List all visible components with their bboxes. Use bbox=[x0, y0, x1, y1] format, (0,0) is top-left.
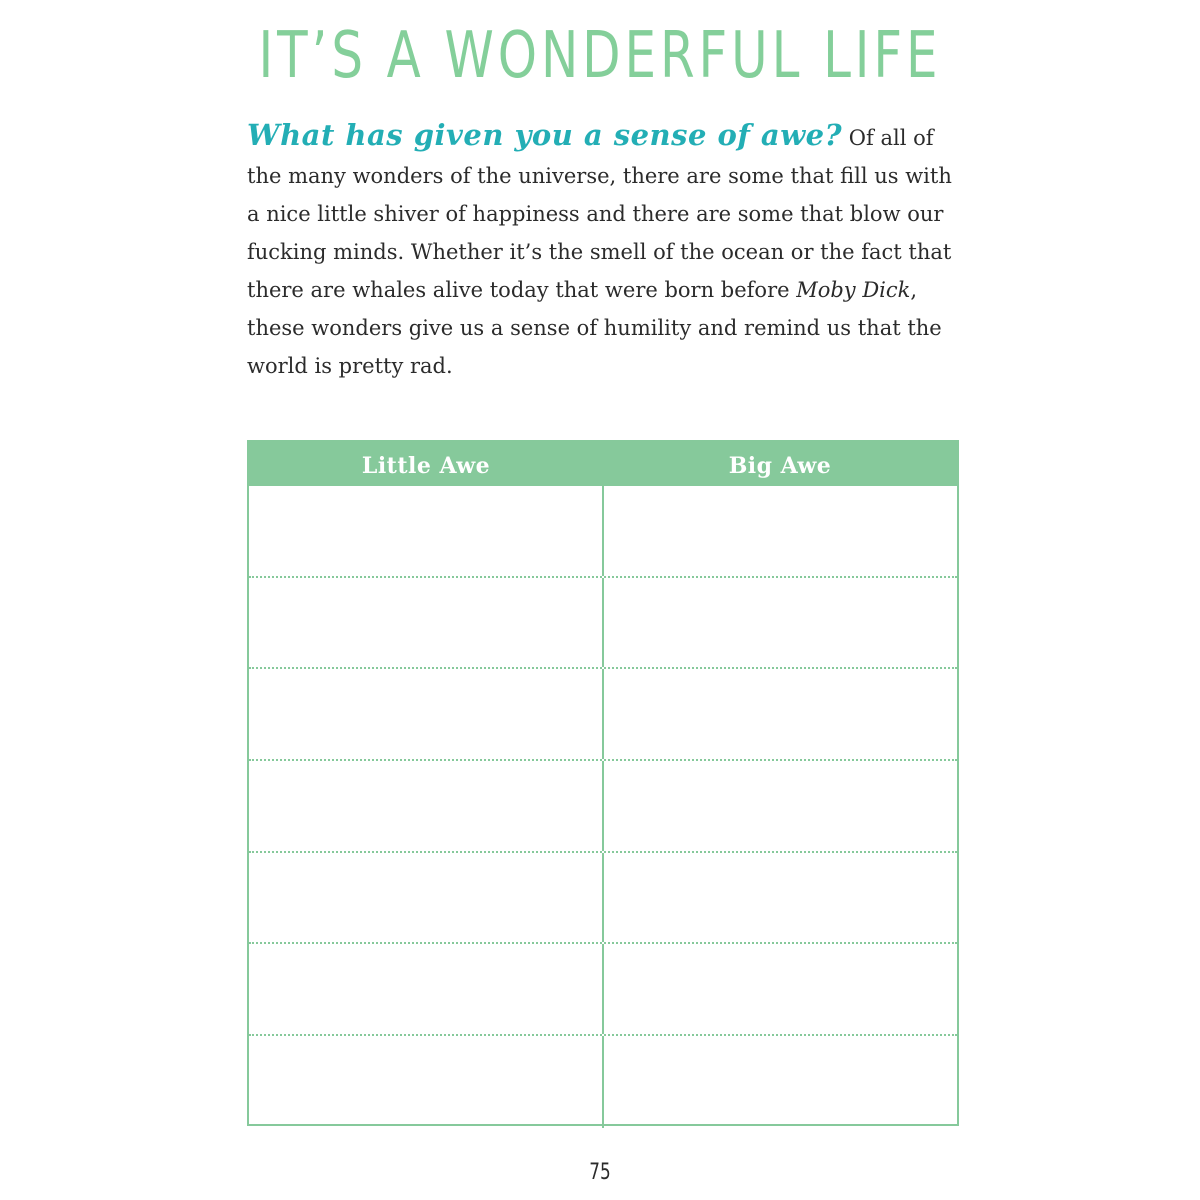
table-row bbox=[249, 853, 957, 945]
awe-table bbox=[247, 440, 959, 1126]
table-row bbox=[249, 486, 957, 578]
table-row bbox=[249, 578, 957, 670]
big-awe-entry-cell[interactable] bbox=[604, 669, 957, 759]
big-awe-entry-cell[interactable] bbox=[604, 853, 957, 943]
table-row bbox=[249, 944, 957, 1036]
intro-text-part-2: , these wonders give us a sense of humility and remind us that the world is pretty rad. bbox=[247, 278, 942, 378]
awe-prompt: What has given you a sense of awe? bbox=[247, 118, 843, 152]
little-awe-entry-cell[interactable] bbox=[249, 853, 604, 943]
page-title: IT’S A WONDERFUL LIFE bbox=[258, 19, 942, 93]
table-row bbox=[249, 1036, 957, 1128]
big-awe-entry-cell[interactable] bbox=[604, 578, 957, 668]
intro-text-part-1: Of all of the many wonders of the universe, there are some that fill us with a nice little shiver of happiness and there are some that blow our fucking minds. Whether it’s the smell of the ocean or the fact that there are whales alive today that were born before bbox=[247, 126, 952, 302]
little-awe-entry-cell[interactable] bbox=[249, 578, 604, 668]
table-row bbox=[249, 761, 957, 853]
table-header bbox=[249, 442, 957, 486]
intro-paragraph bbox=[247, 116, 957, 385]
little-awe-entry-cell[interactable] bbox=[249, 1036, 604, 1128]
header-big-awe: Big Awe bbox=[728, 453, 832, 479]
big-awe-entry-cell[interactable] bbox=[604, 944, 957, 1034]
table-body bbox=[249, 486, 957, 1124]
little-awe-entry-cell[interactable] bbox=[249, 486, 604, 576]
page-number: 75 bbox=[589, 1160, 611, 1185]
little-awe-entry-cell[interactable] bbox=[249, 761, 604, 851]
table-row bbox=[249, 669, 957, 761]
big-awe-entry-cell[interactable] bbox=[604, 486, 957, 576]
big-awe-entry-cell[interactable] bbox=[604, 1036, 957, 1128]
book-title-reference: Moby Dick bbox=[796, 278, 911, 302]
little-awe-entry-cell[interactable] bbox=[249, 669, 604, 759]
header-little-awe: Little Awe bbox=[361, 453, 491, 479]
big-awe-entry-cell[interactable] bbox=[604, 761, 957, 851]
little-awe-entry-cell[interactable] bbox=[249, 944, 604, 1034]
